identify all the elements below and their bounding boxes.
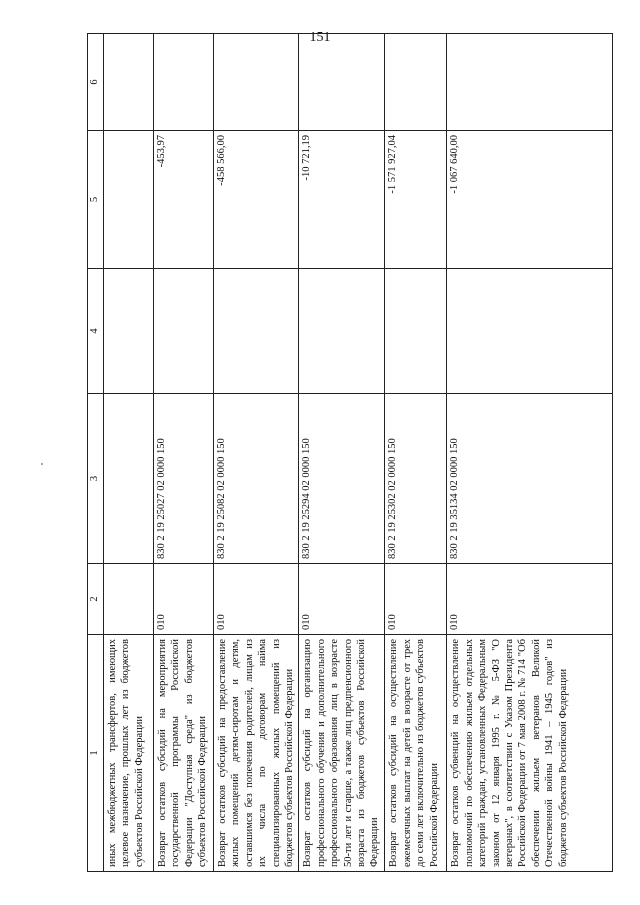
table-row — [447, 34, 613, 872]
row-amount: -1 067 640,00 — [447, 131, 613, 269]
row-code-col2: 010 — [385, 564, 447, 635]
row-description: Возврат остатков субсидий на осуществление ежемесячных выплат на детей в возрасте от трех до семи лет включительно из бюджетов субъектов Российской Федерации — [385, 635, 447, 872]
budget-table — [87, 33, 613, 872]
row-description: Возврат остатков субсидий на организацию профессионального обучения и дополнительного профессионального образования лиц в возрасте 50-ти лет и старше, а также лиц предпенсионного возраста из бюджетов субъектов Российской Федерации — [299, 635, 385, 872]
row-col6 — [385, 34, 447, 131]
row-col6 — [447, 34, 613, 131]
row-code-col2: 010 — [447, 564, 613, 635]
row-col6 — [154, 34, 214, 131]
row-col4 — [104, 269, 154, 394]
row-description: Возврат остатков субсидий на предоставление жилых помещений детям-сиротам и детям, оставшимся без попечения родителей, лицам из их числа по договорам найма специализированных жилых помещений из бюджетов субъектов Российской Федерации — [214, 635, 299, 872]
header-col-4: 4 — [88, 269, 104, 394]
row-col4 — [385, 269, 447, 394]
row-amount: -1 571 927,04 — [385, 131, 447, 269]
row-amount: -453,97 — [154, 131, 214, 269]
row-col6 — [214, 34, 299, 131]
row-description: Возврат остатков субвенций на осуществление полномочий по обеспечению жильем отдельных категорий граждан, установленных Федеральным законом от 12 января 1995 г. № 5-ФЗ "О ветеранах", в соответствии с Указом Президента Российской Федерации от 7 мая 2008 г. № 714 "Об обеспечении жильем ветеранов Великой Отечественной войны 1941 – 1945 годов" из бюджетов субъектов Российской Федерации — [447, 635, 613, 872]
row-description: Возврат остатков субсидий на мероприятия государственной программы Российской Федерации "Доступная среда" из бюджетов субъектов Российской Федерации — [154, 635, 214, 872]
row-code-col2 — [104, 564, 154, 635]
table-header-row — [88, 34, 104, 872]
header-col-1: 1 — [88, 635, 104, 872]
table-row — [214, 34, 299, 872]
rotated-table-container — [87, 64, 611, 872]
row-col6 — [104, 34, 154, 131]
table-row — [154, 34, 214, 872]
row-code-col2: 010 — [154, 564, 214, 635]
row-col4 — [447, 269, 613, 394]
row-col6 — [299, 34, 385, 131]
row-code-col3: 830 2 19 25082 02 0000 150 — [214, 394, 299, 564]
row-code-col3: 830 2 19 25302 02 0000 150 — [385, 394, 447, 564]
header-col-6: 6 — [88, 34, 104, 131]
row-code-col3: 830 2 19 25294 02 0000 150 — [299, 394, 385, 564]
row-code-col3 — [104, 394, 154, 564]
row-code-col3: 830 2 19 35134 02 0000 150 — [447, 394, 613, 564]
row-description: иных межбюджетных трансфертов, имеющих целевое назначение, прошлых лет из бюджетов субъектов Российской Федерации — [104, 635, 154, 872]
row-code-col2: 010 — [214, 564, 299, 635]
table-row — [299, 34, 385, 872]
row-code-col2: 010 — [299, 564, 385, 635]
row-col4 — [214, 269, 299, 394]
row-amount — [104, 131, 154, 269]
row-amount: -458 566,00 — [214, 131, 299, 269]
scan-dot — [41, 463, 43, 465]
table-row — [104, 34, 154, 872]
page-number: 151 — [309, 30, 331, 45]
row-code-col3: 830 2 19 25027 02 0000 150 — [154, 394, 214, 564]
row-col4 — [154, 269, 214, 394]
header-col-5: 5 — [88, 131, 104, 269]
header-col-3: 3 — [88, 394, 104, 564]
table-row — [385, 34, 447, 872]
row-col4 — [299, 269, 385, 394]
row-amount: -10 721,19 — [299, 131, 385, 269]
header-col-2: 2 — [88, 564, 104, 635]
